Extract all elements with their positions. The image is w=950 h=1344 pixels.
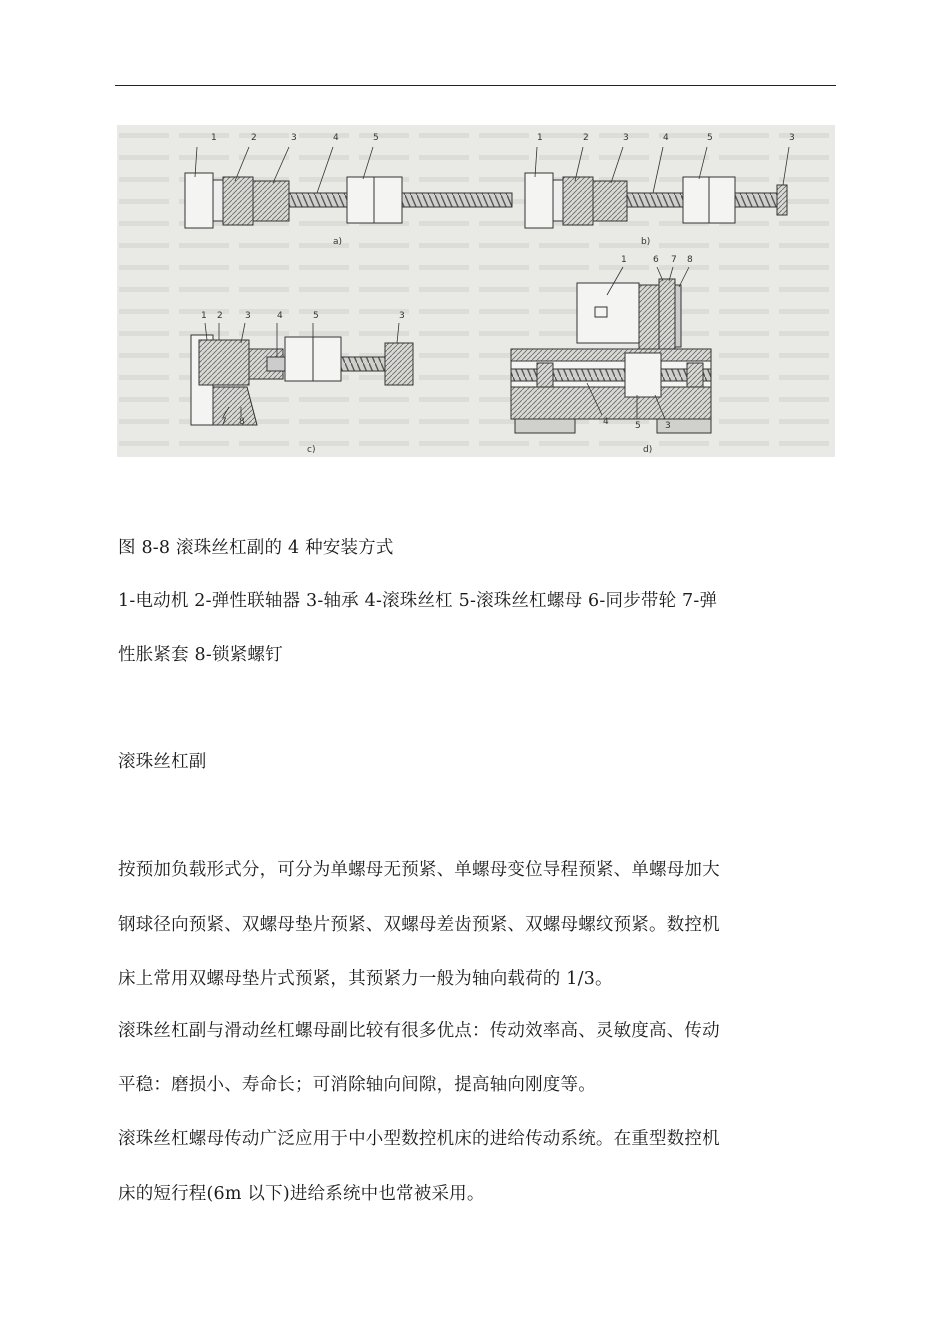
- figure-legend-line-1: 1-电动机 2-弹性联轴器 3-轴承 4-滚珠丝杠 5-滚珠丝杠螺母 6-同步带轮 7-弹: [118, 591, 718, 611]
- paragraph-line: 床的短行程(6m 以下)进给系统中也常被采用。: [118, 1184, 485, 1204]
- figure-drawing: [117, 125, 835, 457]
- part-number: 6: [653, 255, 659, 265]
- part-number: 1: [537, 133, 543, 143]
- part-number: 5: [707, 133, 713, 143]
- part-number: 2: [217, 311, 223, 321]
- section-heading: 滚珠丝杠副: [118, 752, 207, 772]
- part-number: 7: [221, 417, 227, 427]
- part-number: 3: [291, 133, 297, 143]
- figure-legend-line-2: 性胀紧套 8-锁紧螺钉: [118, 645, 283, 665]
- part-number: 4: [333, 133, 339, 143]
- panel-label-d: d): [643, 445, 653, 455]
- part-number: 2: [583, 133, 589, 143]
- part-number: 8: [687, 255, 693, 265]
- part-number: 1: [621, 255, 627, 265]
- panel-label-a: a): [333, 237, 343, 247]
- part-number: 5: [313, 311, 319, 321]
- part-number: 3: [623, 133, 629, 143]
- part-number: 4: [603, 417, 609, 427]
- panel-label-b: b): [641, 237, 651, 247]
- part-number: 3: [399, 311, 405, 321]
- part-number: 1: [211, 133, 217, 143]
- part-number: 4: [663, 133, 669, 143]
- part-number: 8: [239, 417, 245, 427]
- part-number: 4: [277, 311, 283, 321]
- header-rule: [115, 85, 836, 86]
- part-number: 5: [635, 421, 641, 431]
- part-number: 3: [789, 133, 795, 143]
- paragraph-line: 滚珠丝杠螺母传动广泛应用于中小型数控机床的进给传动系统。在重型数控机: [118, 1129, 720, 1149]
- part-number: 3: [665, 421, 671, 431]
- part-number: 1: [201, 311, 207, 321]
- part-number: 2: [251, 133, 257, 143]
- part-number: 3: [245, 311, 251, 321]
- paragraph-line: 钢球径向预紧、双螺母垫片预紧、双螺母差齿预紧、双螺母螺纹预紧。数控机: [118, 915, 720, 935]
- paragraph-line: 床上常用双螺母垫片式预紧，其预紧力一般为轴向载荷的 1/3。: [118, 969, 613, 989]
- paragraph-line: 平稳：磨损小、寿命长；可消除轴向间隙，提高轴向刚度等。: [118, 1075, 596, 1095]
- paragraph-line: 滚珠丝杠副与滑动丝杠螺母副比较有很多优点：传动效率高、灵敏度高、传动: [118, 1021, 720, 1041]
- part-number: 7: [671, 255, 677, 265]
- paragraph-line: 按预加负载形式分，可分为单螺母无预紧、单螺母变位导程预紧、单螺母加大: [118, 860, 720, 880]
- figure-caption: 图 8-8 滚珠丝杠副的 4 种安装方式: [118, 538, 394, 558]
- panel-label-c: c): [307, 445, 316, 455]
- part-number: 5: [373, 133, 379, 143]
- figure-ball-screw-installations: [117, 125, 835, 457]
